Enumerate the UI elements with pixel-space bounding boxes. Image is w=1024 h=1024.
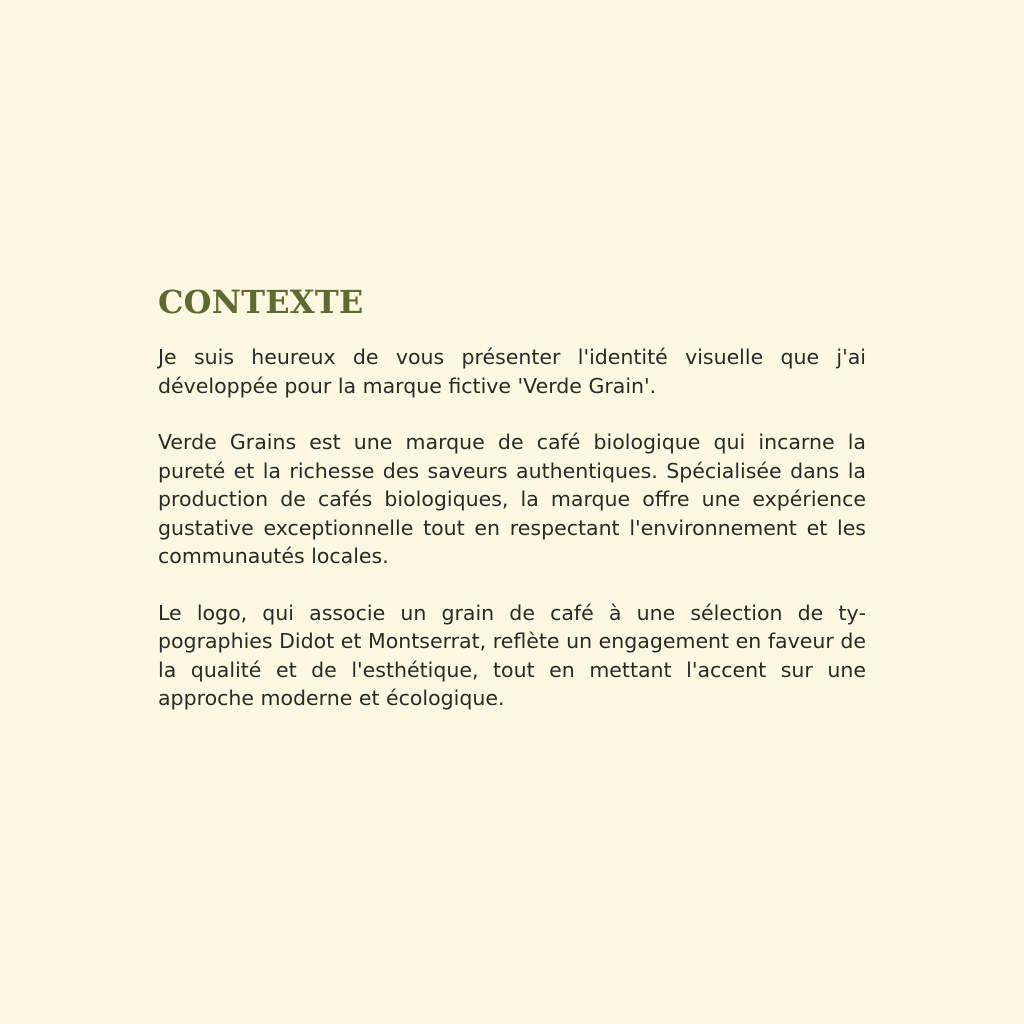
intro-paragraph: Je suis heureux de vous présenter l'identité visuelle que j'ai développée pour la marque fictive 'Verde Grain'. [158, 345, 866, 398]
section-title: CONTEXTE [158, 283, 364, 321]
logo-description-paragraph: Le logo, qui associe un grain de café à une sélection de typographies Didot et Montserrat, reflète un engagement en faveur de la qualité et de l'esthétique, tout en mettant l'accent sur une approche moderne et écologique. [158, 600, 866, 710]
brand-description-paragraph: Verde Grains est une marque de café biologique qui incarne la pureté et la richesse des saveurs authentiques. Spécialisée dans la production de cafés biologiques, la marque offre une expérience gustative exceptionnelle tout en respectant l'environnement et les communautés locales. [158, 430, 866, 568]
context-section [158, 280, 866, 713]
